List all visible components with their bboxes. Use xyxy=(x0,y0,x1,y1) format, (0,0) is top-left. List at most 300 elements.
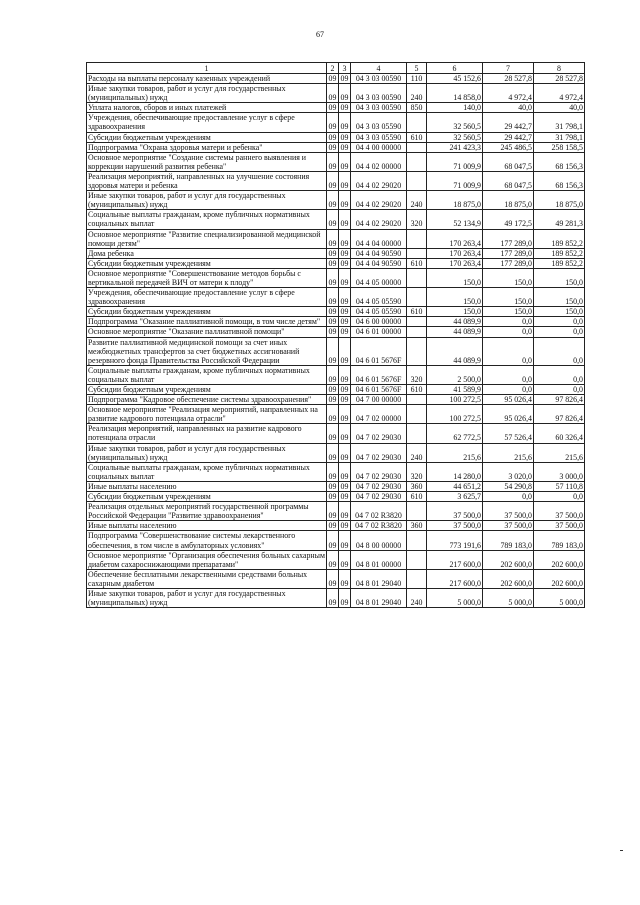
expense-type-cell xyxy=(407,327,427,337)
amount-col6-cell: 140,0 xyxy=(427,103,483,113)
ministry-code-cell: 09 xyxy=(327,365,339,384)
target-article-cell: 04 4 02 00000 xyxy=(351,152,407,171)
amount-col8-cell: 150,0 xyxy=(534,268,585,287)
amount-col7-cell: 245 486,5 xyxy=(483,142,534,152)
target-article-cell: 04 3 03 00590 xyxy=(351,84,407,103)
ministry-code-cell: 09 xyxy=(327,103,339,113)
item-name-cell: Учреждения, обеспечивающие предоставление услуг в сфере здравоохранения xyxy=(87,288,327,307)
table-row xyxy=(87,588,585,607)
amount-col6-cell: 2 500,0 xyxy=(427,365,483,384)
amount-col8-cell: 0,0 xyxy=(534,385,585,395)
ministry-code-cell: 09 xyxy=(327,492,339,502)
table-row xyxy=(87,210,585,229)
amount-col7-cell: 202 600,0 xyxy=(483,569,534,588)
amount-col8-cell: 3 000,0 xyxy=(534,462,585,481)
column-header: 1 xyxy=(87,63,327,74)
amount-col8-cell: 0,0 xyxy=(534,492,585,502)
table-row xyxy=(87,84,585,103)
table-row xyxy=(87,132,585,142)
amount-col8-cell: 789 183,0 xyxy=(534,531,585,550)
amount-col8-cell: 49 281,3 xyxy=(534,210,585,229)
section-code-cell: 09 xyxy=(339,588,351,607)
section-code-cell: 09 xyxy=(339,74,351,84)
amount-col8-cell: 97 826,4 xyxy=(534,405,585,424)
target-article-cell: 04 4 04 00000 xyxy=(351,229,407,248)
section-code-cell: 09 xyxy=(339,502,351,521)
ministry-code-cell: 09 xyxy=(327,229,339,248)
expense-type-cell: 240 xyxy=(407,191,427,210)
item-name-cell: Основное мероприятие "Организация обеспечения больных сахарным диабетом сахароснижающими препаратами" xyxy=(88,550,325,569)
section-code-cell: 09 xyxy=(339,171,351,190)
expense-type-cell xyxy=(407,424,427,443)
section-code-cell: 09 xyxy=(339,424,351,443)
section-code-cell: 09 xyxy=(339,337,351,365)
amount-col8-cell: 150,0 xyxy=(534,307,585,317)
amount-col7-cell: 29 442,7 xyxy=(483,132,534,142)
expense-type-cell: 320 xyxy=(407,365,427,384)
amount-col7-cell: 0,0 xyxy=(483,365,534,384)
column-header: 5 xyxy=(407,63,427,74)
section-code-cell: 09 xyxy=(339,531,351,550)
amount-col7-cell: 54 290,8 xyxy=(483,481,534,491)
target-article-cell: 04 4 00 00000 xyxy=(351,142,407,152)
expense-type-cell: 240 xyxy=(407,84,427,103)
section-code-cell: 09 xyxy=(339,317,351,327)
section-code-cell: 09 xyxy=(339,307,351,317)
table-row xyxy=(87,74,585,84)
amount-col8-cell: 31 798,1 xyxy=(534,113,585,132)
target-article-cell: 04 3 03 05590 xyxy=(351,132,407,142)
edge-mark xyxy=(620,850,623,851)
target-article-cell: 04 7 02 29030 xyxy=(351,443,407,462)
expense-type-cell: 850 xyxy=(407,103,427,113)
table-row xyxy=(87,113,585,132)
section-code-cell: 09 xyxy=(339,443,351,462)
amount-col7-cell: 215,6 xyxy=(483,443,534,462)
target-article-cell: 04 7 02 29030 xyxy=(351,424,407,443)
item-name-cell: Субсидии бюджетным учреждениям xyxy=(87,258,327,268)
amount-col8-cell: 215,6 xyxy=(534,443,585,462)
item-name-cell: Уплата налогов, сборов и иных платежей xyxy=(87,103,327,113)
amount-col7-cell: 177 289,0 xyxy=(483,248,534,258)
column-header: 3 xyxy=(339,63,351,74)
expense-type-cell xyxy=(407,113,427,132)
ministry-code-cell: 09 xyxy=(327,569,339,588)
expense-type-cell xyxy=(407,152,427,171)
column-header: 6 xyxy=(427,63,483,74)
expense-type-cell: 320 xyxy=(407,210,427,229)
section-code-cell: 09 xyxy=(339,395,351,405)
amount-col6-cell: 100 272,5 xyxy=(427,395,483,405)
amount-col7-cell: 37 500,0 xyxy=(483,502,534,521)
ministry-code-cell: 09 xyxy=(327,307,339,317)
section-code-cell: 09 xyxy=(339,492,351,502)
amount-col8-cell: 37 500,0 xyxy=(534,521,585,531)
amount-col6-cell: 217 600,0 xyxy=(427,550,483,569)
amount-col8-cell: 68 156,3 xyxy=(534,171,585,190)
amount-col7-cell: 0,0 xyxy=(483,337,534,365)
expense-type-cell xyxy=(407,569,427,588)
item-name-cell: Основное мероприятие "Совершенствование методов борьбы с вертикальной передачей ВИЧ от матери к плоду" xyxy=(87,268,327,287)
expense-type-cell xyxy=(407,142,427,152)
section-code-cell: 09 xyxy=(339,462,351,481)
table-row xyxy=(87,550,585,569)
section-code-cell: 09 xyxy=(339,132,351,142)
table-row xyxy=(87,327,585,337)
item-name-cell: Иные закупки товаров, работ и услуг для государственных (муниципальных) нужд xyxy=(87,588,327,607)
table-row xyxy=(87,317,585,327)
amount-col7-cell: 150,0 xyxy=(483,307,534,317)
table-header-row xyxy=(87,63,585,74)
amount-col8-cell: 5 000,0 xyxy=(534,588,585,607)
target-article-cell: 04 4 02 29020 xyxy=(351,210,407,229)
section-code-cell: 09 xyxy=(339,385,351,395)
target-article-cell: 04 4 02 29020 xyxy=(351,191,407,210)
amount-col6-cell: 32 560,5 xyxy=(427,132,483,142)
table-body xyxy=(87,74,585,608)
section-code-cell: 09 xyxy=(339,142,351,152)
table-row xyxy=(87,462,585,481)
ministry-code-cell: 09 xyxy=(327,258,339,268)
ministry-code-cell: 09 xyxy=(327,74,339,84)
target-article-cell: 04 6 01 5676F xyxy=(351,365,407,384)
amount-col7-cell: 5 000,0 xyxy=(483,588,534,607)
table-row xyxy=(87,337,585,365)
table-row xyxy=(87,268,585,287)
section-code-cell: 09 xyxy=(339,248,351,258)
amount-col6-cell: 170 263,4 xyxy=(427,229,483,248)
amount-col6-cell: 773 191,6 xyxy=(427,531,483,550)
amount-col6-cell: 37 500,0 xyxy=(427,521,483,531)
section-code-cell: 09 xyxy=(339,365,351,384)
ministry-code-cell: 09 xyxy=(327,132,339,142)
ministry-code-cell: 09 xyxy=(327,502,339,521)
amount-col6-cell: 71 009,9 xyxy=(427,152,483,171)
ministry-code-cell: 09 xyxy=(327,521,339,531)
target-article-cell: 04 7 02 00000 xyxy=(351,405,407,424)
item-name-cell: Субсидии бюджетным учреждениям xyxy=(87,307,327,317)
target-article-cell: 04 7 02 29030 xyxy=(351,481,407,491)
ministry-code-cell: 09 xyxy=(327,327,339,337)
amount-col6-cell: 241 423,3 xyxy=(427,142,483,152)
item-name-cell: Развитие паллиативной медицинской помощи за счет иных межбюджетных трансфертов за счет бюджетных ассигнований резервного фонда Правительства Российской Федерации xyxy=(87,337,327,365)
ministry-code-cell: 09 xyxy=(327,550,339,569)
ministry-code-cell: 09 xyxy=(327,268,339,287)
item-name-cell: Иные выплаты населению xyxy=(87,521,327,531)
ministry-code-cell: 09 xyxy=(327,84,339,103)
table-row xyxy=(87,103,585,113)
amount-col7-cell: 202 600,0 xyxy=(483,550,534,569)
item-name-cell: Иные закупки товаров, работ и услуг для государственных (муниципальных) нужд xyxy=(87,191,327,210)
table-row xyxy=(87,502,585,521)
amount-col6-cell: 14 858,0 xyxy=(427,84,483,103)
target-article-cell: 04 3 03 00590 xyxy=(351,103,407,113)
table-row xyxy=(87,365,585,384)
table-row xyxy=(87,569,585,588)
amount-col7-cell: 789 183,0 xyxy=(483,531,534,550)
amount-col7-cell: 29 442,7 xyxy=(483,113,534,132)
ministry-code-cell: 09 xyxy=(327,481,339,491)
amount-col6-cell: 44 089,9 xyxy=(427,327,483,337)
table-row xyxy=(87,443,585,462)
amount-col8-cell: 40,0 xyxy=(534,103,585,113)
amount-col7-cell: 95 026,4 xyxy=(483,405,534,424)
amount-col8-cell: 68 156,3 xyxy=(534,152,585,171)
section-code-cell: 09 xyxy=(339,405,351,424)
amount-col8-cell: 202 600,0 xyxy=(534,569,585,588)
item-name-cell: Иные выплаты населению xyxy=(87,481,327,491)
amount-col7-cell: 37 500,0 xyxy=(483,521,534,531)
expense-type-cell: 610 xyxy=(407,307,427,317)
item-name-cell: Субсидии бюджетным учреждениям xyxy=(87,385,327,395)
expense-type-cell xyxy=(407,288,427,307)
amount-col7-cell: 3 020,0 xyxy=(483,462,534,481)
item-name-cell: Дома ребенка xyxy=(87,248,327,258)
item-name-cell: Расходы на выплаты персоналу казенных учреждений xyxy=(87,74,327,84)
section-code-cell: 09 xyxy=(339,288,351,307)
expense-type-cell: 610 xyxy=(407,132,427,142)
table-row xyxy=(87,152,585,171)
amount-col8-cell: 28 527,8 xyxy=(534,74,585,84)
item-name-cell: Основное мероприятие "Оказание паллиативной помощи" xyxy=(87,327,327,337)
amount-col7-cell: 0,0 xyxy=(483,317,534,327)
ministry-code-cell: 09 xyxy=(327,171,339,190)
ministry-code-cell: 09 xyxy=(327,142,339,152)
expense-type-cell: 360 xyxy=(407,481,427,491)
table-row xyxy=(87,171,585,190)
expense-type-cell xyxy=(407,171,427,190)
section-code-cell: 09 xyxy=(339,191,351,210)
target-article-cell: 04 7 02 R3820 xyxy=(351,521,407,531)
item-name-cell: Социальные выплаты гражданам, кроме публичных нормативных социальных выплат xyxy=(87,365,327,384)
amount-col8-cell: 189 852,2 xyxy=(534,248,585,258)
table-row xyxy=(87,191,585,210)
amount-col8-cell: 57 110,8 xyxy=(534,481,585,491)
expense-type-cell xyxy=(407,550,427,569)
amount-col7-cell: 95 026,4 xyxy=(483,395,534,405)
section-code-cell: 09 xyxy=(339,258,351,268)
column-header: 8 xyxy=(534,63,585,74)
amount-col8-cell: 189 852,2 xyxy=(534,258,585,268)
target-article-cell: 04 3 03 00590 xyxy=(351,74,407,84)
target-article-cell: 04 4 05 05590 xyxy=(351,307,407,317)
expense-type-cell xyxy=(407,248,427,258)
expense-type-cell xyxy=(407,395,427,405)
target-article-cell: 04 4 02 29020 xyxy=(351,171,407,190)
amount-col8-cell: 202 600,0 xyxy=(534,550,585,569)
table-row xyxy=(87,521,585,531)
item-name-cell: Реализация мероприятий, направленных на развитие кадрового потенциала отрасли xyxy=(87,424,327,443)
amount-col6-cell: 41 589,9 xyxy=(427,385,483,395)
expense-type-cell: 110 xyxy=(407,74,427,84)
column-header: 4 xyxy=(351,63,407,74)
table-row xyxy=(87,142,585,152)
amount-col8-cell: 0,0 xyxy=(534,327,585,337)
amount-col6-cell: 215,6 xyxy=(427,443,483,462)
amount-col6-cell: 44 651,2 xyxy=(427,481,483,491)
section-code-cell: 09 xyxy=(339,481,351,491)
item-name-cell: Реализация отдельных мероприятий государственной программы Российской Федерации "Развитие здравоохранения" xyxy=(87,502,327,521)
amount-col8-cell: 150,0 xyxy=(534,288,585,307)
table-row xyxy=(87,288,585,307)
section-code-cell: 09 xyxy=(339,103,351,113)
amount-col7-cell: 150,0 xyxy=(483,288,534,307)
amount-col6-cell: 18 875,0 xyxy=(427,191,483,210)
ministry-code-cell: 09 xyxy=(327,210,339,229)
target-article-cell: 04 6 00 00000 xyxy=(351,317,407,327)
ministry-code-cell: 09 xyxy=(327,248,339,258)
item-name-cell: Основное мероприятие "Развитие специализированной медицинской помощи детям" xyxy=(87,229,327,248)
section-code-cell: 09 xyxy=(339,550,351,569)
amount-col7-cell: 28 527,8 xyxy=(483,74,534,84)
amount-col6-cell: 170 263,4 xyxy=(427,258,483,268)
ministry-code-cell: 09 xyxy=(327,588,339,607)
ministry-code-cell: 09 xyxy=(327,531,339,550)
expense-type-cell xyxy=(407,337,427,365)
target-article-cell: 04 8 01 29040 xyxy=(351,569,407,588)
target-article-cell: 04 8 01 29040 xyxy=(351,588,407,607)
amount-col7-cell: 49 172,5 xyxy=(483,210,534,229)
amount-col6-cell: 32 560,5 xyxy=(427,113,483,132)
target-article-cell: 04 4 04 90590 xyxy=(351,248,407,258)
amount-col6-cell: 5 000,0 xyxy=(427,588,483,607)
amount-col6-cell: 170 263,4 xyxy=(427,248,483,258)
section-code-cell: 09 xyxy=(339,113,351,132)
target-article-cell: 04 7 02 29030 xyxy=(351,462,407,481)
item-name-cell: Подпрограмма "Кадровое обеспечение системы здравоохранения" xyxy=(87,395,327,405)
amount-col8-cell: 0,0 xyxy=(534,365,585,384)
amount-col7-cell: 177 289,0 xyxy=(483,258,534,268)
item-name-cell: Основное мероприятие "Реализация мероприятий, направленных на развитие кадрового потенциала отрасли" xyxy=(87,405,327,424)
amount-col8-cell: 97 826,4 xyxy=(534,395,585,405)
section-code-cell: 09 xyxy=(339,229,351,248)
item-name-cell: Учреждения, обеспечивающие предоставление услуг в сфере здравоохранения xyxy=(87,113,327,132)
amount-col6-cell: 100 272,5 xyxy=(427,405,483,424)
table-row xyxy=(87,307,585,317)
page-number: 67 xyxy=(316,30,324,39)
target-article-cell: 04 6 01 00000 xyxy=(351,327,407,337)
amount-col6-cell: 217 600,0 xyxy=(427,569,483,588)
section-code-cell: 09 xyxy=(339,327,351,337)
amount-col7-cell: 68 047,5 xyxy=(483,171,534,190)
table-row xyxy=(87,229,585,248)
expense-type-cell xyxy=(407,502,427,521)
amount-col8-cell: 189 852,2 xyxy=(534,229,585,248)
item-name-cell: Социальные выплаты гражданам, кроме публичных нормативных социальных выплат xyxy=(87,210,327,229)
amount-col6-cell: 14 280,0 xyxy=(427,462,483,481)
target-article-cell: 04 4 05 05590 xyxy=(351,288,407,307)
section-code-cell: 09 xyxy=(339,569,351,588)
table-row xyxy=(87,385,585,395)
budget-table xyxy=(86,62,585,608)
table-row xyxy=(87,492,585,502)
item-name-cell: Обеспечение бесплатными лекарственными средствами больных сахарным диабетом xyxy=(87,569,327,588)
ministry-code-cell: 09 xyxy=(327,337,339,365)
table-row xyxy=(87,405,585,424)
table-row xyxy=(87,481,585,491)
target-article-cell: 04 8 00 00000 xyxy=(351,531,407,550)
amount-col8-cell: 31 798,1 xyxy=(534,132,585,142)
table-row xyxy=(87,395,585,405)
amount-col7-cell: 177 289,0 xyxy=(483,229,534,248)
amount-col8-cell: 4 972,4 xyxy=(534,84,585,103)
target-article-cell: 04 6 01 5676F xyxy=(351,385,407,395)
ministry-code-cell: 09 xyxy=(327,113,339,132)
ministry-code-cell: 09 xyxy=(327,424,339,443)
table-row xyxy=(87,248,585,258)
expense-type-cell xyxy=(407,268,427,287)
ministry-code-cell: 09 xyxy=(327,395,339,405)
amount-col7-cell: 18 875,0 xyxy=(483,191,534,210)
ministry-code-cell: 09 xyxy=(327,462,339,481)
amount-col8-cell: 0,0 xyxy=(534,317,585,327)
ministry-code-cell: 09 xyxy=(327,152,339,171)
amount-col7-cell: 0,0 xyxy=(483,385,534,395)
amount-col7-cell: 4 972,4 xyxy=(483,84,534,103)
section-code-cell: 09 xyxy=(339,84,351,103)
ministry-code-cell: 09 xyxy=(327,191,339,210)
ministry-code-cell: 09 xyxy=(327,443,339,462)
ministry-code-cell: 09 xyxy=(327,405,339,424)
amount-col6-cell: 44 089,9 xyxy=(427,317,483,327)
amount-col6-cell: 52 134,9 xyxy=(427,210,483,229)
amount-col8-cell: 60 326,4 xyxy=(534,424,585,443)
amount-col7-cell: 0,0 xyxy=(483,492,534,502)
section-code-cell: 09 xyxy=(339,210,351,229)
expense-type-cell: 320 xyxy=(407,462,427,481)
amount-col6-cell: 150,0 xyxy=(427,268,483,287)
column-header: 2 xyxy=(327,63,339,74)
item-name-cell: Субсидии бюджетным учреждениям xyxy=(87,132,327,142)
item-name-cell: Подпрограмма "Охрана здоровья матери и ребенка" xyxy=(87,142,327,152)
section-code-cell: 09 xyxy=(339,268,351,287)
target-article-cell: 04 4 05 00000 xyxy=(351,268,407,287)
amount-col6-cell: 45 152,6 xyxy=(427,74,483,84)
amount-col6-cell: 62 772,5 xyxy=(427,424,483,443)
expense-type-cell xyxy=(407,317,427,327)
amount-col6-cell: 71 009,9 xyxy=(427,171,483,190)
amount-col6-cell: 37 500,0 xyxy=(427,502,483,521)
target-article-cell: 04 7 02 R3820 xyxy=(351,502,407,521)
target-article-cell: 04 7 00 00000 xyxy=(351,395,407,405)
section-code-cell: 09 xyxy=(339,521,351,531)
amount-col7-cell: 150,0 xyxy=(483,268,534,287)
expense-type-cell: 610 xyxy=(407,258,427,268)
table-row xyxy=(87,424,585,443)
target-article-cell: 04 8 01 00000 xyxy=(351,550,407,569)
item-name-cell: Социальные выплаты гражданам, кроме публичных нормативных социальных выплат xyxy=(87,462,327,481)
amount-col6-cell: 150,0 xyxy=(427,288,483,307)
item-name-cell: Подпрограмма "Совершенствование системы лекарственного обеспечения, в том числе в амбулаторных условиях" xyxy=(87,531,327,550)
amount-col7-cell: 68 047,5 xyxy=(483,152,534,171)
expense-type-cell xyxy=(407,229,427,248)
expense-type-cell: 610 xyxy=(407,492,427,502)
amount-col8-cell: 18 875,0 xyxy=(534,191,585,210)
ministry-code-cell: 09 xyxy=(327,288,339,307)
amount-col8-cell: 258 158,5 xyxy=(534,142,585,152)
item-name-cell: Основное мероприятие "Создание системы раннего выявления и коррекции нарушений развития ребенка" xyxy=(87,152,327,171)
expense-type-cell xyxy=(407,531,427,550)
table-row xyxy=(87,531,585,550)
amount-col6-cell: 150,0 xyxy=(427,307,483,317)
ministry-code-cell: 09 xyxy=(327,317,339,327)
item-name-cell: Субсидии бюджетным учреждениям xyxy=(87,492,327,502)
item-name-cell: Реализация мероприятий, направленных на улучшение состояния здоровья матери и ребенка xyxy=(87,171,327,190)
item-name-cell: Иные закупки товаров, работ и услуг для государственных (муниципальных) нужд xyxy=(87,84,327,103)
table-row xyxy=(87,258,585,268)
target-article-cell: 04 4 04 90590 xyxy=(351,258,407,268)
column-header: 7 xyxy=(483,63,534,74)
